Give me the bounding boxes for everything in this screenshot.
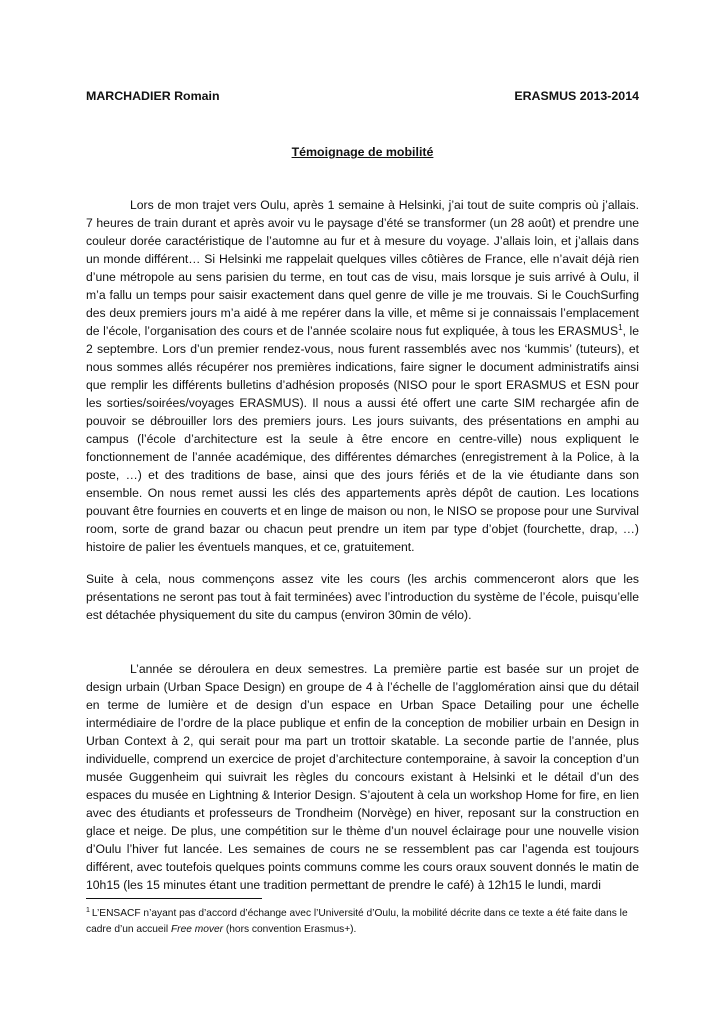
document-title: Témoignage de mobilité bbox=[291, 145, 434, 159]
author-name: MARCHADIER Romain bbox=[86, 89, 220, 103]
paragraph-courses-start: Suite à cela, nous commençons assez vite les cours (les archis commenceront alors que les présentations ne seront pas tout à fait terminées) avec l’introduction du système de l’école, puisqu’elle est détachée physiquement du site du campus (environ 30min de vélo). bbox=[86, 572, 639, 622]
header bbox=[86, 88, 639, 104]
paragraph-arrival-text-a: Lors de mon trajet vers Oulu, après 1 semaine à Helsinki, j’ai tout de suite compris où j’allais. 7 heures de train durant et après avoir vu le paysage d’été se transformer (un 28 août) et prendre une couleur dorée caractéristique de l’automne au fur et à mesure du voyage. J’allais loin, et j’allais dans un monde différent… Si Helsinki me rappelait quelques villes côtières de France, elle n’avait déjà rien d’une métropole au sens parisien du terme, en tout cas de visu, mais lorsque je suis arrivé à Oulu, il m’a fallu un temps pour saisir exactement dans quel genre de ville je me trouvais. Si le CouchSurfing des deux premiers jours m’a aidé à me repérer dans la ville, et même si je connaissais l’emplacement de l’école, l’organisation des cours et de l’année scolaire nous fut expliquée, à tous les ERASMUS bbox=[86, 198, 639, 338]
footnote-marker: 1 bbox=[86, 906, 90, 914]
paragraph-arrival bbox=[86, 196, 639, 556]
footnote-emphasis: Free mover bbox=[170, 924, 224, 935]
footnote-reference: 1 bbox=[618, 322, 623, 332]
program-label: ERASMUS 2013-2014 bbox=[514, 89, 639, 103]
footnote-divider bbox=[86, 898, 262, 899]
footnote bbox=[86, 906, 639, 938]
footnote-text-b: (hors convention Erasmus+). bbox=[223, 924, 357, 935]
paragraph-arrival-text-b: , le 2 septembre. Lors d’un premier rendez-vous, nous furent rassemblés avec nos ‘kummis’ (tuteurs), et nous sommes allés récupérer nos premières indications, faire signer le document administratifs ainsi que remplir les différents bulletins d’adhésion proposés (NISO pour le sport ERASMUS et ESN pour les sorties/soirées/voyages ERASMUS). Il nous a aussi été offert une carte SIM rechargée afin de pouvoir se débrouiller lors des premiers jours. Les jours suivants, des présentations en amphi au campus (l’école d’architecture est la seule à être encore en centre-ville) nous expliquent le fonctionnement de l’année académique, des différentes démarches (enregistrement à la Police, à la poste, …) et des traditions de base, ainsi que des jours fériés et de la vie étudiante dans son ensemble. On nous remet aussi les clés des appartements après dépôt de caution. Les locations pouvant être fournies en couverts et en linge de maison ou non, le NISO se propose pour une Survival room, sorte de grand bazar ou chacun peut prendre un item par type d’objet (fourchette, drap, …) histoire de palier les éventuels manques, et ce, gratuitement. bbox=[86, 324, 639, 554]
paragraph-semesters: L’année se déroulera en deux semestres. La première partie est basée sur un projet de design urbain (Urban Space Design) en groupe de 4 à l’échelle de l’agglomération ainsi que du détail en terme de lumière et de design d’un espace en Urban Space Detailing pour une échelle intermédiaire de l’ordre de la place publique et enfin de la conception de mobilier urbain en Design in Urban Context à 2, qui serait pour ma part un trottoir skatable. La seconde partie de l’année, plus individuelle, comprend un exercice de projet d’architecture contemporaine, à savoir la conception d’un musée Guggenheim qui suivrait les règles du concours existant à Helsinki et le détail d’un des espaces du musée en Lightning & Interior Design. S’ajoutent à cela un workshop Home for fire, en lien avec des étudiants et professeurs de Trondheim (Norvège) en hiver, reposant sur la construction en glace et neige. De plus, une compétition sur le thème d’un nouvel éclairage pour une nouvelle vision d’Oulu l’hiver fut lancée. Les semaines de cours ne se ressemblent pas car l’agenda est toujours différent, avec toutefois quelques points communs comme les cours oraux souvent donnés le matin de 10h15 (les 15 minutes étant une tradition permettant de prendre le café) à 12h15 le lundi, mardi bbox=[86, 662, 639, 892]
document-page bbox=[86, 88, 639, 894]
footnote-text-a: L’ENSACF n’ayant pas d’accord d’échange avec l’Université d’Oulu, la mobilité décrite dans ce texte a été faite dans le cadre d’un accueil bbox=[86, 908, 628, 935]
